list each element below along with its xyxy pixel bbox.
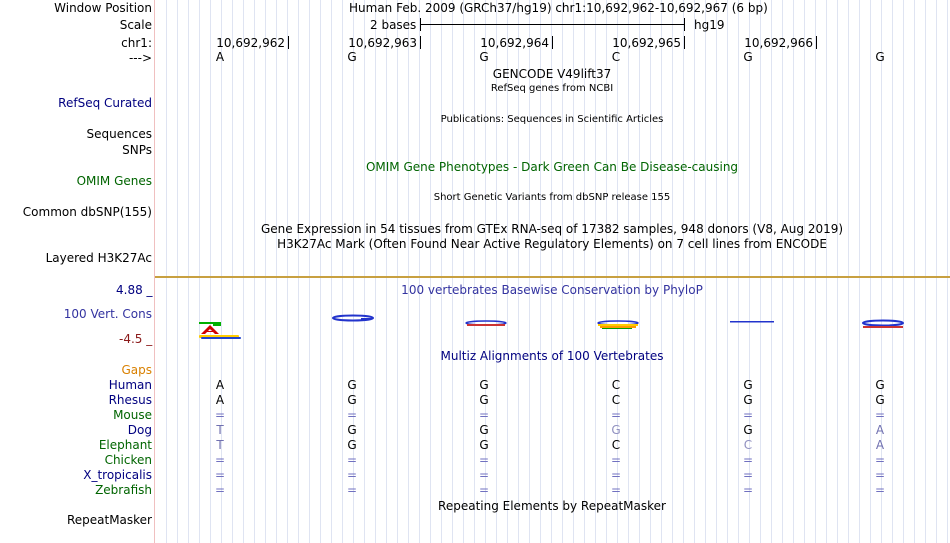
species-label-x_tropicalis[interactable]: X_tropicalis — [83, 468, 152, 482]
scale-bar — [420, 18, 685, 32]
gridline — [232, 0, 233, 543]
multiz-track-title: Multiz Alignments of 100 Vertebrates — [440, 349, 664, 363]
gridline — [628, 0, 629, 543]
ruler-tick — [420, 36, 421, 49]
gridline — [463, 0, 464, 543]
ruler-position-label: 10,692,963 — [348, 36, 417, 50]
alignment-base: C — [611, 438, 621, 452]
alignment-base: = — [346, 453, 358, 467]
alignment-base: = — [874, 483, 886, 497]
alignment-base: T — [216, 423, 224, 437]
gridline — [782, 0, 783, 543]
gencode-track-title[interactable]: GENCODE V49lift37 — [492, 67, 612, 81]
gridline — [243, 0, 244, 543]
common-dbsnp-label[interactable]: Common dbSNP(155) — [22, 205, 152, 219]
dbsnp-track-title: Short Genetic Variants from dbSNP release 155 — [433, 192, 671, 203]
cons-logo-base-6 — [863, 321, 903, 329]
species-label-chicken[interactable]: Chicken — [104, 453, 152, 467]
gridline — [177, 0, 178, 543]
cons-min-label: -4.5 _ — [119, 332, 153, 346]
gridline — [947, 0, 948, 543]
ruler-tick — [288, 36, 289, 49]
phylop-track-title: 100 vertebrates Basewise Conservation by PhyloP — [401, 283, 703, 297]
alignment-base: T — [216, 438, 224, 452]
reference-base: G — [875, 50, 885, 64]
alignment-base: = — [874, 453, 886, 467]
h3k27ac-track-title: H3K27Ac Mark (Often Found Near Active Regulatory Elements) on 7 cell lines from ENCODE — [277, 237, 827, 251]
gridline — [331, 0, 332, 543]
ruler-position-label: 10,692,962 — [216, 36, 285, 50]
window-position-value[interactable]: Human Feb. 2009 (GRCh37/hg19) chr1:10,692,962-10,692,967 (6 bp) — [349, 1, 768, 15]
gridline — [265, 0, 266, 543]
gridline — [793, 0, 794, 543]
ruler-tick — [684, 36, 685, 49]
chrom-label: chr1: — [121, 36, 152, 50]
alignment-base: C — [611, 378, 621, 392]
window-position-label: Window Position — [54, 1, 152, 15]
alignment-base: = — [610, 483, 622, 497]
gridline — [364, 0, 365, 543]
gridline — [430, 0, 431, 543]
alignment-base: G — [875, 378, 885, 392]
gridline — [672, 0, 673, 543]
scale-assembly: hg19 — [694, 18, 725, 32]
gridline — [441, 0, 442, 543]
gridline — [837, 0, 838, 543]
strand-arrow-label: ---> — [128, 51, 152, 65]
alignment-base: = — [214, 468, 226, 482]
gridline — [408, 0, 409, 543]
reference-base: G — [479, 50, 489, 64]
alignment-base: A — [875, 423, 885, 437]
species-label-zebrafish[interactable]: Zebrafish — [95, 483, 152, 497]
cons-logo-base-2 — [333, 316, 373, 321]
alignment-base: G — [479, 438, 489, 452]
alignment-base: = — [610, 453, 622, 467]
repeatmasker-label[interactable]: RepeatMasker — [66, 513, 152, 527]
alignment-base: = — [610, 468, 622, 482]
omim-track-title: OMIM Gene Phenotypes - Dark Green Can Be Disease-causing — [365, 160, 739, 174]
alignment-base: G — [479, 393, 489, 407]
gridline — [419, 0, 420, 543]
gridline — [452, 0, 453, 543]
publications-track-title: Publications: Sequences in Scientific Articles — [440, 114, 664, 125]
alignment-base: A — [875, 438, 885, 452]
alignment-base: = — [742, 468, 754, 482]
gridline — [342, 0, 343, 543]
gridline — [903, 0, 904, 543]
alignment-base: C — [611, 393, 621, 407]
ruler-position-label: 10,692,964 — [480, 36, 549, 50]
gridline — [276, 0, 277, 543]
alignment-base: = — [346, 483, 358, 497]
position-ruler[interactable] — [155, 35, 950, 50]
alignment-base: = — [610, 408, 622, 422]
gridline — [694, 0, 695, 543]
alignment-base: = — [214, 408, 226, 422]
layered-h3k27ac-label[interactable]: Layered H3K27Ac — [45, 251, 152, 265]
gridline — [254, 0, 255, 543]
alignment-base: C — [743, 438, 753, 452]
gridline — [661, 0, 662, 543]
gridline — [870, 0, 871, 543]
reference-base: G — [743, 50, 753, 64]
alignment-base: = — [742, 408, 754, 422]
gridline — [848, 0, 849, 543]
species-label-human[interactable]: Human — [108, 378, 152, 392]
gridline — [683, 0, 684, 543]
species-label-rhesus[interactable]: Rhesus — [108, 393, 152, 407]
alignment-base: G — [479, 423, 489, 437]
ruler-position-label: 10,692,965 — [612, 36, 681, 50]
species-label-mouse[interactable]: Mouse — [113, 408, 152, 422]
gridline — [166, 0, 167, 543]
gridline — [397, 0, 398, 543]
scale-label: Scale — [119, 18, 152, 32]
repeatmasker-track-title: Repeating Elements by RepeatMasker — [438, 499, 666, 513]
omim-genes-label[interactable]: OMIM Genes — [76, 174, 152, 188]
gridline — [474, 0, 475, 543]
gridline — [287, 0, 288, 543]
reference-base: A — [215, 50, 225, 64]
cons-logo-base-1 — [199, 322, 241, 339]
alignment-base: = — [742, 483, 754, 497]
alignment-base: G — [347, 393, 357, 407]
gridline — [320, 0, 321, 543]
alignment-base: G — [875, 393, 885, 407]
snps-label[interactable]: SNPs — [122, 143, 152, 157]
gridline — [826, 0, 827, 543]
scale-value: 2 bases — [370, 18, 417, 32]
gridline — [815, 0, 816, 543]
cons-logo-base-3 — [466, 321, 506, 326]
gridline — [892, 0, 893, 543]
ruler-position-label: 10,692,966 — [744, 36, 813, 50]
reference-base-row[interactable] — [0, 50, 950, 65]
alignment-base: = — [346, 408, 358, 422]
gridline — [386, 0, 387, 543]
alignment-base: = — [478, 408, 490, 422]
gridline — [738, 0, 739, 543]
gridline — [705, 0, 706, 543]
reference-base: C — [611, 50, 621, 64]
gridline — [309, 0, 310, 543]
alignment-base: G — [743, 393, 753, 407]
gridline — [727, 0, 728, 543]
alignment-base: = — [478, 453, 490, 467]
alignment-base: G — [743, 378, 753, 392]
ruler-tick — [552, 36, 553, 49]
alignment-base: = — [478, 468, 490, 482]
alignment-base: = — [874, 408, 886, 422]
alignment-base: A — [215, 378, 225, 392]
alignment-base: G — [347, 423, 357, 437]
cons-logo-base-5 — [730, 321, 774, 323]
gridline — [771, 0, 772, 543]
gridline — [925, 0, 926, 543]
alignment-base: G — [479, 378, 489, 392]
sequences-label[interactable]: Sequences — [86, 127, 152, 141]
gridline — [859, 0, 860, 543]
track-group-divider — [155, 276, 950, 278]
gridline — [298, 0, 299, 543]
reference-base: G — [347, 50, 357, 64]
gridline — [650, 0, 651, 543]
gridline — [804, 0, 805, 543]
gridline — [760, 0, 761, 543]
gridline — [639, 0, 640, 543]
cons-max-label: 4.88 _ — [116, 283, 153, 297]
alignment-base: = — [346, 468, 358, 482]
alignment-base: = — [214, 483, 226, 497]
gridline — [188, 0, 189, 543]
alignment-base: G — [611, 423, 621, 437]
cons-logo-base-4 — [598, 321, 638, 329]
gridline — [210, 0, 211, 543]
alignment-base: G — [743, 423, 753, 437]
alignment-base: G — [347, 378, 357, 392]
gaps-label[interactable]: Gaps — [121, 363, 152, 377]
alignment-base: = — [478, 483, 490, 497]
vert-cons-label[interactable]: 100 Vert. Cons — [63, 307, 152, 321]
refseq-curated-label[interactable]: RefSeq Curated — [58, 96, 152, 110]
ruler-tick — [816, 36, 817, 49]
gtex-track-title: Gene Expression in 54 tissues from GTEx RNA-seq of 17382 samples, 948 donors (V8, Aug 2019) — [260, 222, 844, 236]
refseq-track-subtitle: RefSeq genes from NCBI — [490, 83, 614, 94]
gridline — [914, 0, 915, 543]
alignment-base: G — [347, 438, 357, 452]
alignment-base: = — [742, 453, 754, 467]
conservation-logo — [155, 310, 950, 350]
gridline — [936, 0, 937, 543]
alignment-base: A — [215, 393, 225, 407]
alignment-base: = — [214, 453, 226, 467]
species-label-elephant[interactable]: Elephant — [98, 438, 152, 452]
gridline — [716, 0, 717, 543]
species-label-dog[interactable]: Dog — [127, 423, 152, 437]
gridline — [375, 0, 376, 543]
gridline — [199, 0, 200, 543]
alignment-base: = — [874, 468, 886, 482]
